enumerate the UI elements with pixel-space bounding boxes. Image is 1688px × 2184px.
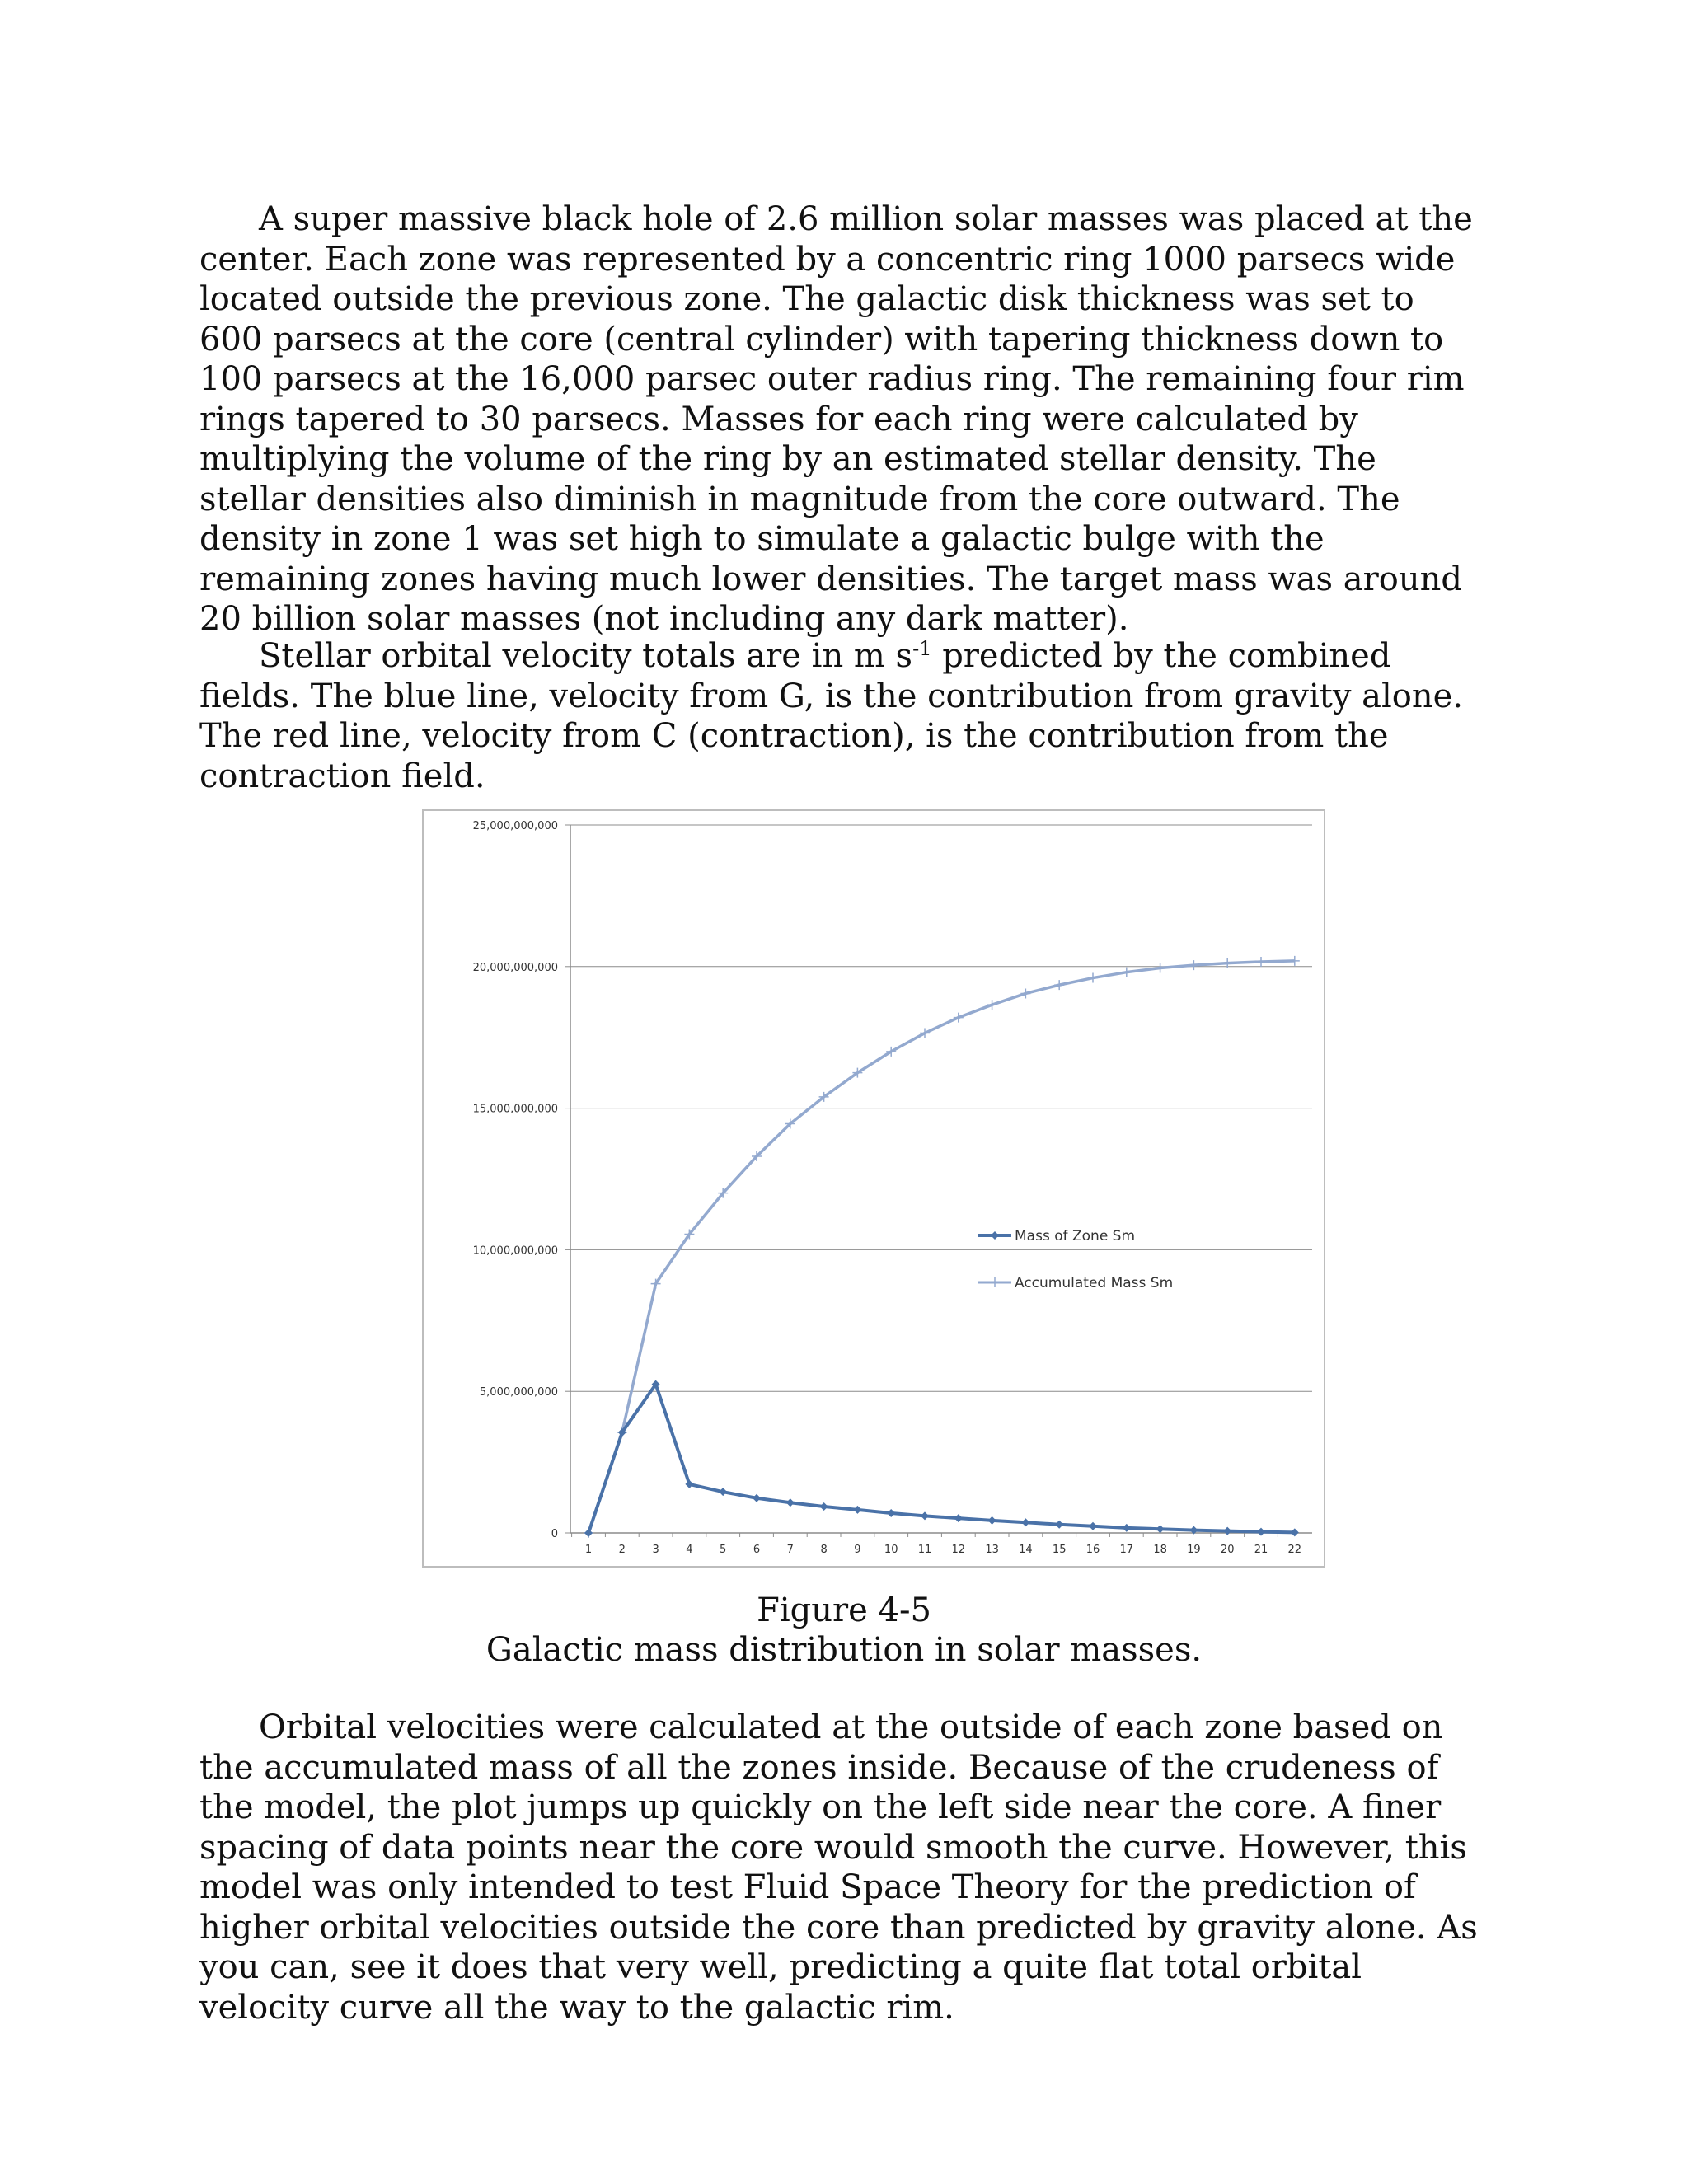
paragraph-intro bbox=[199, 199, 1485, 640]
data-point-zone-mass bbox=[1223, 1527, 1231, 1535]
data-point-accumulated-mass bbox=[1088, 973, 1098, 983]
paragraph-velocity-text-b: predicted by the combined fields. The blue line, velocity from G, is the contribution from gravity alone. The red line, velocity from C (contraction), is the contribution from the contraction field. bbox=[199, 637, 1464, 795]
data-point-zone-mass bbox=[1291, 1528, 1299, 1536]
paragraph-velocity-text-a: Stellar orbital velocity totals are in m s bbox=[259, 637, 913, 675]
x-tick-label: 2 bbox=[618, 1544, 626, 1556]
data-point-accumulated-mass bbox=[1054, 980, 1064, 990]
y-tick-label: 20,000,000,000 bbox=[472, 961, 558, 974]
data-point-accumulated-mass bbox=[1122, 968, 1132, 977]
x-tick-label: 17 bbox=[1119, 1544, 1134, 1556]
x-tick-label: 12 bbox=[951, 1544, 966, 1556]
data-point-zone-mass bbox=[853, 1506, 861, 1514]
data-point-accumulated-mass bbox=[954, 1013, 964, 1023]
x-tick-label: 13 bbox=[985, 1544, 999, 1556]
data-point-zone-mass bbox=[719, 1488, 727, 1496]
data-point-zone-mass bbox=[1055, 1521, 1063, 1529]
data-point-zone-mass bbox=[1123, 1524, 1131, 1532]
superscript-unit: -1 bbox=[912, 637, 932, 660]
x-tick-label: 11 bbox=[917, 1544, 932, 1556]
paragraph-velocity bbox=[199, 636, 1485, 796]
series-line-1 bbox=[588, 1385, 1295, 1533]
data-point-zone-mass bbox=[1156, 1525, 1165, 1533]
x-tick-label: 6 bbox=[753, 1544, 761, 1556]
y-tick-label: 25,000,000,000 bbox=[472, 820, 558, 832]
legend-marker-diamond bbox=[991, 1231, 999, 1240]
x-tick-label: 4 bbox=[686, 1544, 693, 1556]
x-tick-label: 14 bbox=[1019, 1544, 1033, 1556]
legend-marker-plus bbox=[990, 1277, 1000, 1287]
data-point-zone-mass bbox=[753, 1494, 761, 1502]
chart-svg bbox=[424, 811, 1327, 1569]
x-tick-label: 16 bbox=[1085, 1544, 1100, 1556]
legend-label-1: Mass of Zone Sm bbox=[1015, 1228, 1136, 1244]
x-tick-label: 5 bbox=[720, 1544, 727, 1556]
data-point-zone-mass bbox=[685, 1480, 693, 1488]
legend-label-2: Accumulated Mass Sm bbox=[1015, 1275, 1174, 1291]
x-tick-label: 3 bbox=[652, 1544, 659, 1556]
data-point-accumulated-mass bbox=[1156, 963, 1165, 973]
x-tick-label: 21 bbox=[1254, 1544, 1268, 1556]
paragraph-orbital bbox=[199, 1708, 1485, 2027]
x-tick-label: 7 bbox=[786, 1544, 794, 1556]
x-tick-label: 9 bbox=[854, 1544, 861, 1556]
x-tick-label: 10 bbox=[884, 1544, 898, 1556]
x-tick-label: 15 bbox=[1052, 1544, 1067, 1556]
paragraph-orbital-text: Orbital velocities were calculated at the outside of each zone based on the accumulated mass of all the zones inside. Because of the crudeness of the model, the plot jumps up quickly on the left side near the core. A finer spacing of data points near the core would smooth the curve. However, this model was only intended to test Fluid Space Theory for the prediction of higher orbital velocities outside the core than predicted by gravity alone. As you can, see it does that very well, predicting a quite flat total orbital velocity curve all the way to the galactic rim. bbox=[199, 1708, 1478, 2027]
figure-caption: Galactic mass distribution in solar masses. bbox=[485, 1631, 1203, 1669]
x-tick-label: 22 bbox=[1287, 1544, 1302, 1556]
data-point-zone-mass bbox=[786, 1498, 795, 1507]
x-tick-label: 19 bbox=[1187, 1544, 1201, 1556]
x-tick-label: 1 bbox=[584, 1544, 593, 1556]
x-tick-label: 18 bbox=[1153, 1544, 1167, 1556]
y-tick-label: 10,000,000,000 bbox=[472, 1244, 558, 1258]
data-point-zone-mass bbox=[1089, 1522, 1097, 1530]
data-point-accumulated-mass bbox=[987, 1000, 997, 1010]
data-point-zone-mass bbox=[1021, 1518, 1029, 1526]
y-tick-label: 15,000,000,000 bbox=[472, 1103, 558, 1116]
data-point-accumulated-mass bbox=[1256, 957, 1266, 967]
y-tick-label: 5,000,000,000 bbox=[479, 1386, 558, 1399]
data-point-zone-mass bbox=[921, 1511, 929, 1520]
data-point-accumulated-mass bbox=[1290, 956, 1300, 966]
series-line-2 bbox=[588, 961, 1295, 1533]
data-point-zone-mass bbox=[954, 1514, 963, 1522]
figure-number: Figure 4-5 bbox=[757, 1591, 931, 1629]
data-point-accumulated-mass bbox=[1020, 988, 1030, 998]
data-point-zone-mass bbox=[988, 1516, 996, 1525]
mass-distribution-chart bbox=[422, 809, 1325, 1568]
data-point-zone-mass bbox=[820, 1502, 828, 1511]
data-point-zone-mass bbox=[584, 1529, 593, 1537]
y-tick-label: 0 bbox=[551, 1528, 558, 1540]
x-tick-label: 8 bbox=[820, 1544, 828, 1556]
data-point-zone-mass bbox=[887, 1509, 895, 1517]
data-point-accumulated-mass bbox=[1189, 960, 1198, 970]
paragraph-intro-text: A super massive black hole of 2.6 million solar masses was placed at the center. Each zone was represented by a concentric ring 1000 parsecs wide located outside the previous zone. The galactic disk thickness was set to 600 parsecs at the core (central cylinder) with tapering thickness down to 100 parsecs at the 16,000 parsec outer radius ring. The remaining four rim rings tapered to 30 parsecs. Masses for each ring were calculated by multiplying the volume of the ring by an estimated stellar density. The stellar densities also diminish in magnitude from the core outward. The density in zone 1 was set high to simulate a galactic bulge with the remaining zones having much lower densities. The target mass was around 20 billion solar masses (not including any dark matter). bbox=[199, 200, 1473, 638]
x-tick-label: 20 bbox=[1220, 1544, 1235, 1556]
data-point-zone-mass bbox=[1257, 1528, 1265, 1536]
